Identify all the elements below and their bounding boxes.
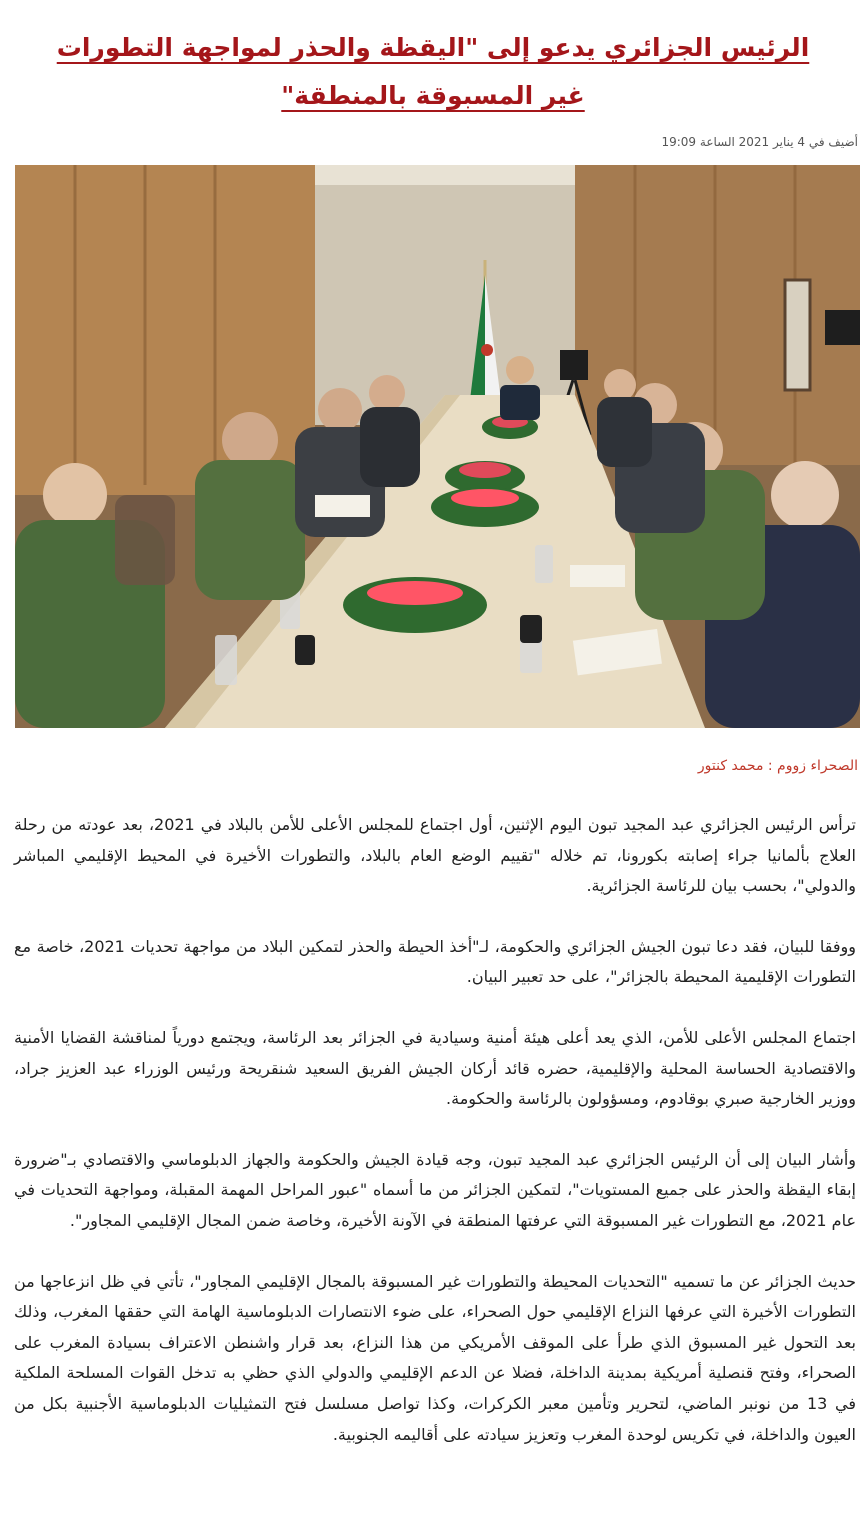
article-paragraph-3: اجتماع المجلس الأعلى للأمن، الذي يعد أعلى هيئة أمنية وسيادية في الجزائر بعد الرئاسة، ويجتمع دورياً لمناقشة القضايا الأمنية والاقتصادية الحساسة المحلية والإقليمية، حضره قائد أركان الجيش الفريق السعيد شنقريحة ورئيس الوزراء عبد العزيز جراد، ووزير الخارجية صبري بوقادوم، ومسؤولون بالرئاسة والحكومة. bbox=[14, 1027, 856, 1109]
article-paragraph-5: حديث الجزائر عن ما تسميه "التحديات المحيطة والتطورات غير المسبوقة بالمجال الإقليمي المجاور"، تأتي في ظل انزعاجها من التطورات الأخيرة التي عرفها النزاع الإقليمي حول الصحراء، على ضوء الانتصارات الدبلوماسية الهامة التي حققها المغرب، وذلك بعد التحول غير المسبوق الذي طرأ على الموقف الأمريكي من هذا النزاع، بعد قرار واشنطن الاعتراف بسيادة المغرب على الصحراء، وفتح قنصلية أمريكية بمدينة الداخلة، فضلا عن الدعم الإقليمي والدولي الذي حظي به تدخل القوات المسلحة الملكية في 13 من نونبر الماضي، لتحرير وتأمين معبر الكركرات، وكذا تواصل مسلسل فتح التمثيليات الدبلوماسية الأجنبية بكل من العيون والداخلة، في تكريس لوحدة المغرب وتعزيز سيادته على أقاليمه الجنوبية. bbox=[14, 1271, 857, 1444]
meeting-photo-illustration bbox=[15, 165, 860, 728]
article-byline: الصحراء زووم : محمد كنتور bbox=[697, 758, 858, 774]
article-paragraph-4: وأشار البيان إلى أن الرئيس الجزائري عبد المجيد تبون، وجه قيادة الجيش والحكومة والجهاز الدبلوماسي والاقتصادي بـ"ضرورة إبقاء اليقظة والحذر على جميع المستويات"، لتمكين الجزائر من ما أسماه "عبور المراحل المهمة المقبلة، ومواجهة التحديات في عام 2021، مع التطورات غير المسبوقة التي عرفتها المنطقة في الآونة الأخيرة، وخاصة ضمن المجال الإقليمي المجاور". bbox=[14, 1149, 856, 1230]
article-photo bbox=[15, 165, 860, 728]
article-paragraph-1: ترأس الرئيس الجزائري عبد المجيد تبون اليوم الإثنين، أول اجتماع للمجلس الأعلى للأمن بالبلاد في 2021، بعد عودته من رحلة العلاج بألمانيا جراء إصابته بكورونا، تم خلاله "تقييم الوضع العام بالبلاد، والتطورات الأخيرة في المحيط الإقليمي المباشر والدولي"، بحسب بيان للرئاسة الجزائرية. bbox=[14, 815, 857, 896]
article-body bbox=[14, 810, 856, 1480]
publish-date: أضيف في 4 يناير 2021 الساعة 19:09 bbox=[661, 135, 858, 149]
article-paragraph-2: ووفقا للبيان، فقد دعا تبون الجيش الجزائري والحكومة، لـ"أخذ الحيطة والحذر لتمكين البلاد من مواجهة تحديات 2021، خاصة مع التطورات الإقليمية المحيطة بالجزائر"، على حد تعبير البيان. bbox=[14, 936, 856, 987]
article-title[interactable]: الرئيس الجزائري يدعو إلى "اليقظة والحذر لمواجهة التطورات غير المسبوقة بالمنطقة" bbox=[56, 33, 810, 110]
